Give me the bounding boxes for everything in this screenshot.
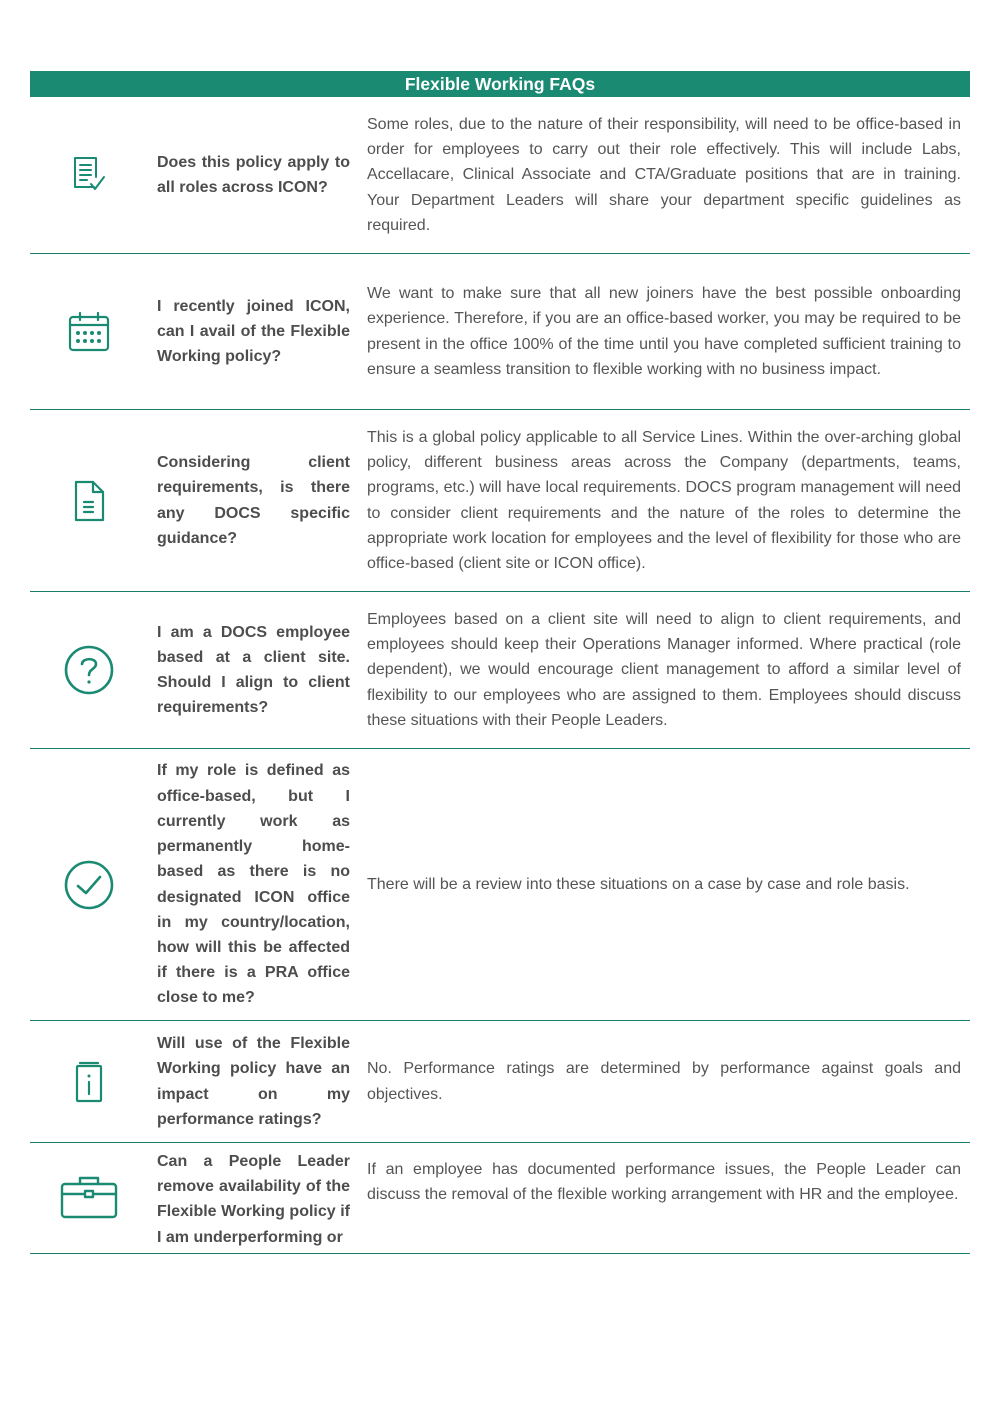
faq-answer: There will be a review into these situations on a case by case and role basis. <box>367 875 910 893</box>
question-circle-icon <box>63 644 115 696</box>
faq-answer: Some roles, due to the nature of their responsibility, will need to be office-based in order for employees to carry out their role effectively. This will include Labs, Accellacare, Clinical Associate and CTA/Graduate positions that are in training. Your Department Leaders will share your department specific guidelines as required. <box>367 115 961 234</box>
faq-answer: This is a global policy applicable to all Service Lines. Within the over-arching global policy, different business areas across the Company (departments, teams, programs, etc.) will have local requirements. DOCS program management will need to consider client requirements and the nature of the roles to determine the appropriate work location for employees and the level of flexibility for those who are office-based (client site or ICON office). <box>367 428 961 572</box>
faq-page <box>30 71 970 1254</box>
faq-question: Can a People Leader remove availability of the Flexible Working policy if I am underperforming or <box>157 1153 350 1246</box>
faq-header <box>30 71 970 97</box>
faq-icon-cell <box>30 644 148 696</box>
checklist-document-icon <box>71 155 107 195</box>
faq-row <box>30 254 970 410</box>
faq-question: Will use of the Flexible Working policy have an impact on my performance ratings? <box>157 1035 350 1128</box>
faq-title: Flexible Working FAQs <box>404 74 596 94</box>
faq-icon-cell <box>30 311 148 353</box>
check-circle-icon <box>63 859 115 911</box>
faq-icon-cell <box>30 1060 148 1104</box>
faq-icon-cell <box>30 859 148 911</box>
faq-question: Does this policy apply to all roles across ICON? <box>157 153 350 196</box>
document-icon <box>72 479 106 523</box>
faq-row <box>30 592 970 749</box>
faq-icon-cell <box>30 155 148 195</box>
faq-row <box>30 97 970 254</box>
faq-row <box>30 1143 970 1254</box>
faq-icon-cell <box>30 1143 148 1221</box>
faq-answer: Employees based on a client site will need to align to client requirements, and employees should keep their Operations Manager informed. Where practical (role dependent), we would encourage client management to afford a similar level of flexibility to our employees who are assigned to them. Employees should discuss these situations with their People Leaders. <box>367 610 961 729</box>
faq-question: I am a DOCS employee based at a client site. Should I align to client requirements? <box>157 623 350 717</box>
faq-question: If my role is defined as office-based, but I currently work as permanently home-based as there is no designated ICON office in my country/location, how will this be affected if there is a PRA office close to me? <box>157 762 350 1007</box>
faq-row <box>30 410 970 592</box>
faq-answer: No. Performance ratings are determined by performance against goals and objectives. <box>367 1060 961 1103</box>
faq-answer: If an employee has documented performance issues, the People Leader can discuss the removal of the flexible working arrangement with HR and the employee. <box>367 1161 961 1204</box>
faq-answer: We want to make sure that all new joiners have the best possible onboarding experience. Therefore, if you are an office-based worker, you may be required to be present in the office 100% of the time until you have completed sufficient training to ensure a seamless transition to flexible working with no business impact. <box>367 285 961 378</box>
briefcase-icon <box>59 1173 119 1221</box>
faq-question: I recently joined ICON, can I avail of the Flexible Working policy? <box>157 297 350 366</box>
faq-icon-cell <box>30 479 148 523</box>
faq-row <box>30 1021 970 1143</box>
info-document-icon <box>73 1060 105 1104</box>
faq-question: Considering client requirements, is there any DOCS specific guidance? <box>157 454 350 547</box>
calendar-icon <box>67 311 111 353</box>
faq-row <box>30 749 970 1021</box>
